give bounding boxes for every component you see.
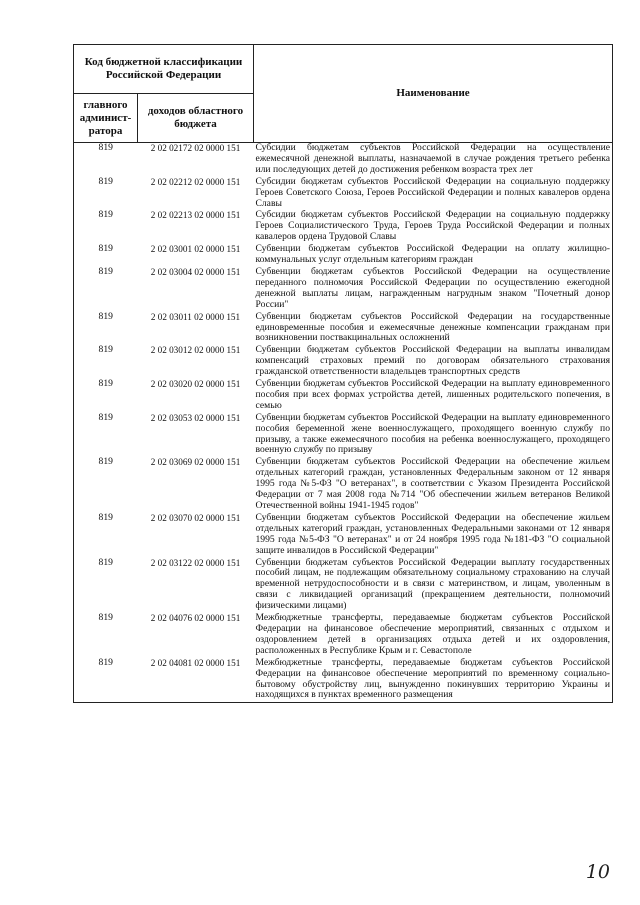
- table-row: [74, 613, 613, 658]
- table-row: [74, 143, 613, 177]
- name-cell: Субвенции бюджетам субъектов Российской Федерации на государственные единовременные пособия и ежемесячные денежные компенсации гражданам при возникновении поствакцинальных осложнений: [254, 312, 613, 346]
- admin-code-cell: 819: [74, 312, 138, 346]
- table-row: [74, 210, 613, 244]
- kbk-group-header: Код бюджетной классификации Российской Федерации: [74, 45, 254, 94]
- income-code-cell: 2 02 03070 02 0000 151: [150, 512, 241, 523]
- table-row: [74, 244, 613, 267]
- table-row: [74, 513, 613, 558]
- admin-code-cell: 819: [74, 210, 138, 244]
- name-cell: Субвенции бюджетам субъектов Российской Федерации на обеспечение жильем отдельных категорий граждан, установленных Федеральным законом от 12 января 1995 года №5-ФЗ "О ветеранах", в соответствии с Указом Президента Российской Федерации от 7 мая 2008 года №714 "Об обеспечении жильем ветеранов Великой Отечественной войны 1941-1945 годов": [254, 457, 613, 513]
- admin-code-cell: 819: [74, 267, 138, 312]
- name-cell: Межбюджетные трансферты, передаваемые бюджетам субъектов Российской Федерации на финансовое обеспечение мероприятий, связанных с отдыхом и оздоровлением детей в организациях отдыха детей и их оздоровления, расположенных в Республике Крым и г. Севастополе: [254, 613, 613, 658]
- income-column-header: доходов областного бюджета: [138, 94, 254, 143]
- table-row: [74, 658, 613, 703]
- admin-code-cell: 819: [74, 244, 138, 267]
- income-code-cell: 2 02 03011 02 0000 151: [150, 311, 241, 322]
- table-row: [74, 312, 613, 346]
- name-cell: Субвенции бюджетам субъектов Российской Федерации на выплату единовременного пособия беременной жене военнослужащего, проходящего военную службу по призыву, а также ежемесячного пособия на ребенка военнослужащего, проходящего военную службу по призыву: [254, 413, 613, 458]
- budget-codes-table: [73, 44, 613, 703]
- admin-column-header: главного админист-ратора: [74, 94, 138, 143]
- income-code-cell: 2 02 03053 02 0000 151: [150, 412, 241, 423]
- table-row: [74, 379, 613, 413]
- table-body: [74, 143, 613, 703]
- name-column-header: Наименование: [254, 45, 613, 143]
- income-code-cell: 2 02 04076 02 0000 151: [150, 613, 241, 624]
- table-row: [74, 345, 613, 379]
- income-code-cell: 2 02 02213 02 0000 151: [150, 210, 241, 221]
- income-code-cell: 2 02 04081 02 0000 151: [138, 658, 254, 703]
- income-code-cell: 2 02 03012 02 0000 151: [150, 345, 241, 356]
- name-cell: Субсидии бюджетам субъектов Российской Федерации на социальную поддержку Героев Советского Союза, Героев Российской Федерации и полных кавалеров ордена Славы: [254, 177, 613, 211]
- name-cell: Субвенции бюджетам субъектов Российской Федерации на выплаты инвалидам компенсаций страховых премий по договорам обязательного страхования гражданской ответственности владельцев транспортных средств: [254, 345, 613, 379]
- table-row: [74, 267, 613, 312]
- name-cell: Межбюджетные трансферты, передаваемые бюджетам субъектов Российской Федерации на финансовое обеспечение мероприятий по временному социально-бытовому обустройству лиц, вынужденно покинувших территорию Украины и находящихся в пунктах временного размещения: [254, 658, 613, 703]
- admin-code-cell: 819: [74, 558, 138, 614]
- table-row: [74, 177, 613, 211]
- name-cell: Субсидии бюджетам субъектов Российской Федерации на осуществление ежемесячной денежной выплаты, назначаемой в случае рождения третьего ребенка или последующих детей до достижения ребенком возраста трех лет: [254, 143, 613, 177]
- name-cell: Субвенции бюджетам субъектов Российской Федерации выплату государственных пособий лицам, не подлежащим обязательному социальному страхованию на случай временной нетрудоспособности и в связи с материнством, и лицам, уволенным в связи с ликвидацией организаций (прекращением деятельности, полномочий физическими лицами): [254, 558, 613, 614]
- income-code-cell: 2 02 03001 02 0000 151: [150, 244, 241, 255]
- page-number: 10: [585, 861, 610, 883]
- income-code-cell: 2 02 02172 02 0000 151: [150, 143, 241, 153]
- admin-code-cell: 819: [74, 177, 138, 211]
- name-cell: Субвенции бюджетам субъектов Российской Федерации на выплату единовременного пособия при всех формах устройства детей, лишенных родительского попечения, в семью: [254, 379, 613, 413]
- admin-code-cell: 819: [74, 613, 138, 658]
- income-code-cell: 2 02 03069 02 0000 151: [150, 457, 241, 468]
- admin-code-cell: 819: [74, 143, 138, 177]
- name-cell: Субсидии бюджетам субъектов Российской Федерации на социальную поддержку Героев Социалистического Труда, Героев Труда Российской Федерации и полных кавалеров ордена Трудовой Славы: [254, 210, 613, 244]
- table-row: [74, 558, 613, 614]
- name-cell: Субвенции бюджетам субъектов Российской Федерации на оплату жилищно-коммунальных услуг отдельным категориям граждан: [254, 244, 613, 267]
- admin-code-cell: 819: [74, 413, 138, 458]
- table-row: [74, 457, 613, 513]
- income-code-cell: 2 02 03004 02 0000 151: [150, 266, 241, 277]
- table-row: [74, 413, 613, 458]
- admin-code-cell: 819: [74, 658, 138, 703]
- income-code-cell: 2 02 03122 02 0000 151: [150, 557, 241, 568]
- name-cell: Субвенции бюджетам субъектов Российской Федерации на обеспечение жильем отдельных категорий граждан, установленных Федеральными законами от 12 января 1995 года №5-ФЗ "О ветеранах" и от 24 ноября 1995 года №181-ФЗ "О социальной защите инвалидов в Российской Федерации": [254, 513, 613, 558]
- admin-code-cell: 819: [74, 513, 138, 558]
- income-code-cell: 2 02 02212 02 0000 151: [150, 176, 241, 187]
- income-code-cell: 2 02 03020 02 0000 151: [150, 379, 241, 390]
- admin-code-cell: 819: [74, 345, 138, 379]
- admin-code-cell: 819: [74, 457, 138, 513]
- admin-code-cell: 819: [74, 379, 138, 413]
- name-cell: Субвенции бюджетам субъектов Российской Федерации на осуществление переданного полномочия Российской Федерации по осуществлению ежегодной денежной выплаты лицам, награжденным нагрудным знаком "Почетный донор России": [254, 267, 613, 312]
